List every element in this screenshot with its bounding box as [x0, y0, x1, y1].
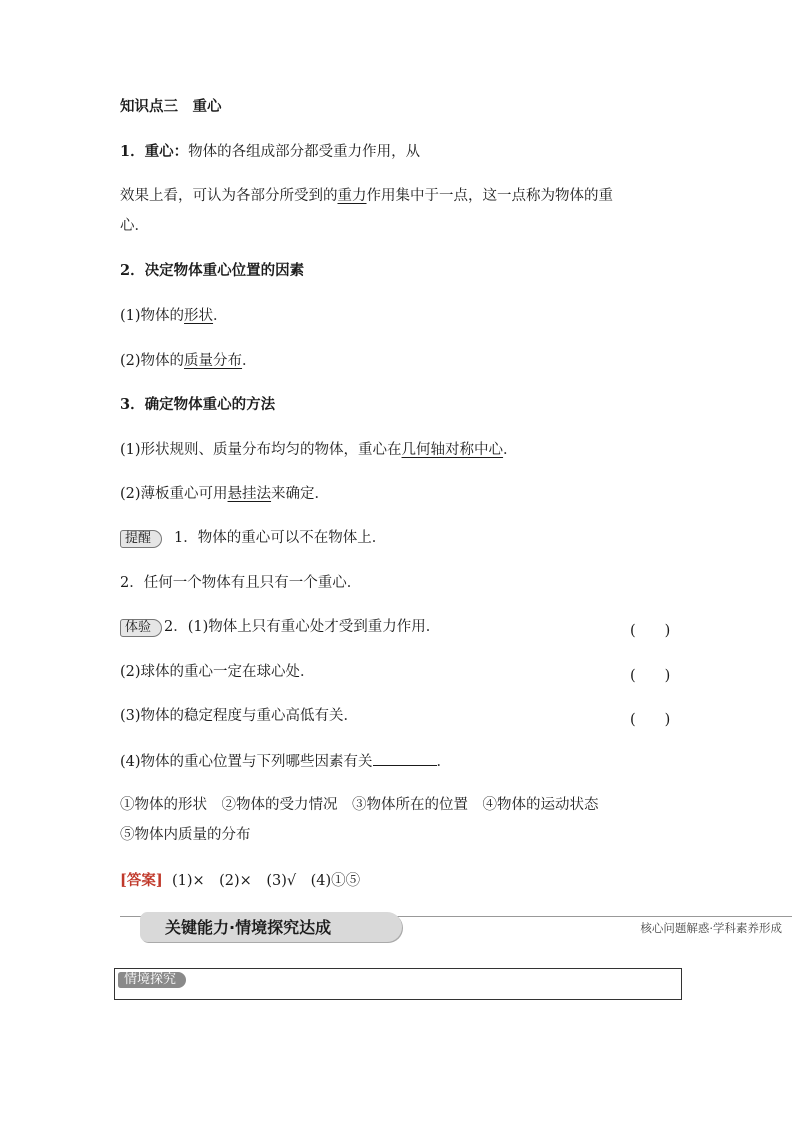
section-subtitle: 核心问题解惑·学科素养形成	[640, 921, 782, 935]
answer-label: [答案]	[120, 872, 163, 889]
p3-item2-a: (2)薄板重心可用	[120, 486, 228, 502]
p3-item1-a: (1)形状规则、质量分布均匀的物体，重心在	[120, 442, 402, 458]
p2-item1-a: (1)物体的	[120, 308, 185, 324]
options-line-2: ⑤物体内质量的分布	[120, 827, 251, 843]
p3-item1-keyword: 几何轴对称中心	[401, 442, 504, 458]
paragraph-3-title: 3．确定物体重心的方法	[120, 396, 276, 413]
exercise-1-text: 2．(1)物体上只有重心处才受到重力作用．	[164, 619, 441, 635]
p3-item2-b: 来确定．	[271, 486, 330, 502]
paragraph-1-line2	[120, 186, 613, 206]
exercise-1	[120, 617, 440, 637]
experience-tag: 体验	[120, 619, 162, 637]
paragraph-2-title: 2．决定物体重心位置的因素	[120, 262, 305, 279]
p2-item2-b: ．	[242, 353, 257, 369]
paragraph-1-line3: 心．	[120, 218, 149, 234]
p3-item1-b: ．	[503, 442, 518, 458]
p3-item-1	[120, 440, 518, 460]
p2-item1-b: ．	[213, 308, 228, 324]
exercise-3: (3)物体的稳定程度与重心高低有关．	[120, 708, 359, 724]
answer-blank[interactable]	[373, 751, 437, 766]
answer-paren-1: ( )	[630, 623, 671, 639]
exercise-4	[120, 751, 451, 772]
p1-keyword: 重力	[337, 188, 367, 204]
exercise-2: (2)球体的重心一定在球心处．	[120, 664, 315, 680]
p2-item-1	[120, 306, 228, 326]
exercise-4-end: ．	[436, 754, 452, 770]
answer-line	[120, 871, 360, 891]
section-heading: 知识点三 重心	[120, 98, 222, 115]
p3-item2-keyword: 悬挂法	[227, 486, 272, 502]
p1-line2-b: 作用集中于一点，这一点称为物体的重	[366, 188, 613, 204]
section-title: 关键能力·情境探究达成	[165, 918, 332, 937]
p2-item2-a: (2)物体的	[120, 353, 185, 369]
answer-text: (1)× (2)× (3)√ (4)①⑤	[171, 873, 361, 889]
scenario-tag: 情境探究	[118, 972, 186, 988]
p2-item1-keyword: 形状	[184, 308, 214, 324]
p2-item-2	[120, 351, 257, 371]
p1-line2-a: 效果上看，可认为各部分所受到的	[120, 188, 338, 204]
tip-text-1: 1．物体的重心可以不在物体上．	[174, 530, 387, 546]
p1-label: 1．重心：	[120, 143, 189, 160]
p1-text: 物体的各组成部分都受重力作用，从	[188, 144, 421, 160]
tip-tag: 提醒	[120, 530, 162, 548]
scenario-box	[114, 968, 682, 1000]
tip-line-2: 2．任何一个物体有且只有一个重心．	[120, 575, 362, 591]
answer-paren-3: ( )	[630, 712, 671, 728]
answer-paren-2: ( )	[630, 668, 671, 684]
paragraph-1	[120, 142, 420, 162]
exercise-4-text: (4)物体的重心位置与下列哪些因素有关	[120, 754, 373, 770]
p2-item2-keyword: 质量分布	[184, 353, 243, 369]
tip-line-1	[120, 528, 386, 548]
p3-item-2	[120, 484, 329, 504]
options-line-1: ①物体的形状 ②物体的受力情况 ③物体所在的位置 ④物体的运动状态	[120, 797, 599, 813]
